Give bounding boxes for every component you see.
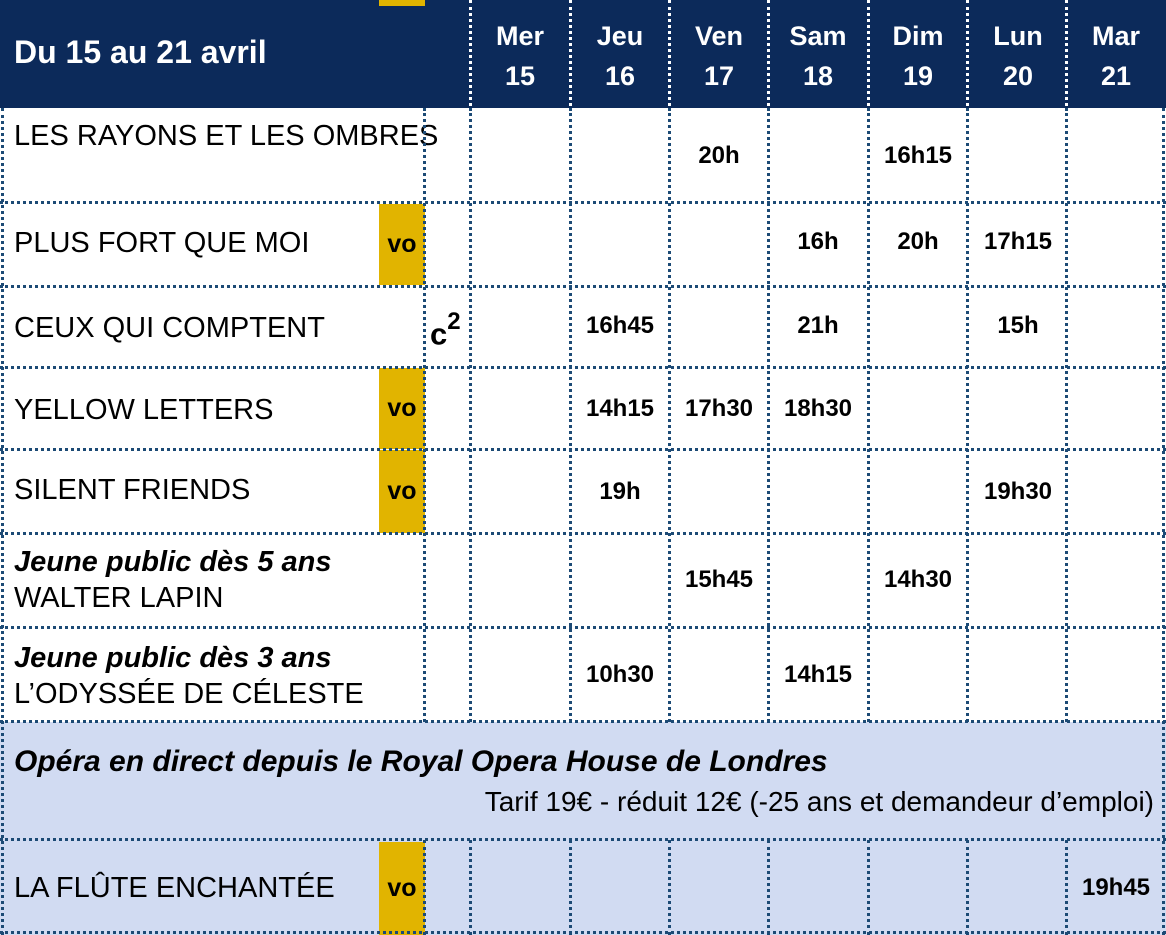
header-divider bbox=[569, 0, 572, 106]
showtime: 14h15 bbox=[585, 395, 655, 422]
vo-badge: vo bbox=[379, 204, 425, 285]
c2-badge: $c^2$ bbox=[430, 308, 461, 352]
grid-line bbox=[867, 840, 870, 935]
showtime: 16h45 bbox=[585, 312, 655, 339]
showtime: 14h15 bbox=[783, 661, 853, 688]
vo-badge: vo bbox=[379, 450, 425, 533]
day-header: Mer 15 bbox=[495, 21, 544, 91]
showtime: 21h bbox=[797, 312, 839, 339]
showtime: 15h45 bbox=[684, 566, 754, 593]
film-title-block bbox=[14, 640, 364, 712]
film-title: LES RAYONS ET LES OMBRES bbox=[14, 120, 439, 152]
header-divider bbox=[1065, 0, 1068, 106]
grid-line bbox=[0, 366, 1166, 369]
film-title: LA FLÛTE ENCHANTÉE bbox=[14, 872, 335, 904]
grid-line bbox=[569, 840, 572, 935]
grid-line bbox=[767, 840, 770, 935]
showtime: 15h bbox=[997, 312, 1039, 339]
showtime: 17h30 bbox=[684, 395, 754, 422]
grid-line bbox=[0, 931, 1166, 934]
opera-tariff: Tarif 19€ - réduit 12€ (-25 ans et demandeur d’emploi) bbox=[484, 786, 1154, 817]
grid-line bbox=[0, 838, 1166, 841]
showtime: 18h30 bbox=[783, 395, 853, 422]
grid-line bbox=[423, 840, 426, 935]
grid-line bbox=[469, 840, 472, 935]
grid-line bbox=[0, 285, 1166, 288]
header-accent-strip bbox=[379, 0, 425, 6]
showtime: 20h bbox=[897, 228, 939, 255]
showtime: 19h bbox=[599, 478, 641, 505]
day-header: Lun 20 bbox=[993, 21, 1043, 91]
day-header: Ven 17 bbox=[694, 21, 744, 91]
film-title-block bbox=[14, 544, 332, 616]
grid-line bbox=[0, 201, 1166, 204]
film-title: SILENT FRIENDS bbox=[14, 474, 251, 506]
week-title: Du 15 au 21 avril bbox=[14, 34, 267, 70]
header-divider bbox=[767, 0, 770, 106]
showtime: 20h bbox=[698, 142, 740, 169]
grid-line bbox=[0, 720, 1166, 723]
day-header: Dim 19 bbox=[892, 21, 944, 91]
audience-label: Jeune public dès 5 ans bbox=[14, 546, 332, 578]
grid-line bbox=[0, 448, 1166, 451]
showtime: 16h15 bbox=[883, 142, 953, 169]
vo-badge: vo bbox=[379, 368, 425, 449]
grid-line bbox=[966, 840, 969, 935]
film-title: PLUS FORT QUE MOI bbox=[14, 227, 310, 259]
header-divider bbox=[668, 0, 671, 106]
grid-line bbox=[1162, 108, 1165, 935]
showtime: 17h15 bbox=[983, 228, 1053, 255]
vo-badge: vo bbox=[379, 842, 425, 935]
header-divider bbox=[966, 0, 969, 106]
header-divider bbox=[867, 0, 870, 106]
grid-line bbox=[0, 532, 1166, 535]
grid-line bbox=[1, 108, 4, 935]
audience-label: Jeune public dès 3 ans bbox=[14, 642, 332, 674]
film-title: L’ODYSSÉE DE CÉLESTE bbox=[14, 678, 364, 710]
film-title: CEUX QUI COMPTENT bbox=[14, 312, 325, 344]
showtime: 19h45 bbox=[1081, 874, 1151, 901]
day-header: Sam 18 bbox=[789, 21, 847, 91]
film-title: WALTER LAPIN bbox=[14, 582, 224, 614]
showtime: 16h bbox=[797, 228, 839, 255]
day-header: Mar 21 bbox=[1091, 21, 1140, 91]
opera-heading: Opéra en direct depuis le Royal Opera House de Londres bbox=[14, 745, 828, 778]
day-header: Jeu 16 bbox=[596, 21, 644, 91]
showtime: 19h30 bbox=[983, 478, 1053, 505]
showtime: 10h30 bbox=[585, 661, 655, 688]
grid-line bbox=[1065, 840, 1068, 935]
header-divider bbox=[469, 0, 472, 106]
film-title: YELLOW LETTERS bbox=[14, 394, 274, 426]
showtime: 14h30 bbox=[883, 566, 953, 593]
grid-line bbox=[0, 626, 1166, 629]
grid-line bbox=[668, 840, 671, 935]
